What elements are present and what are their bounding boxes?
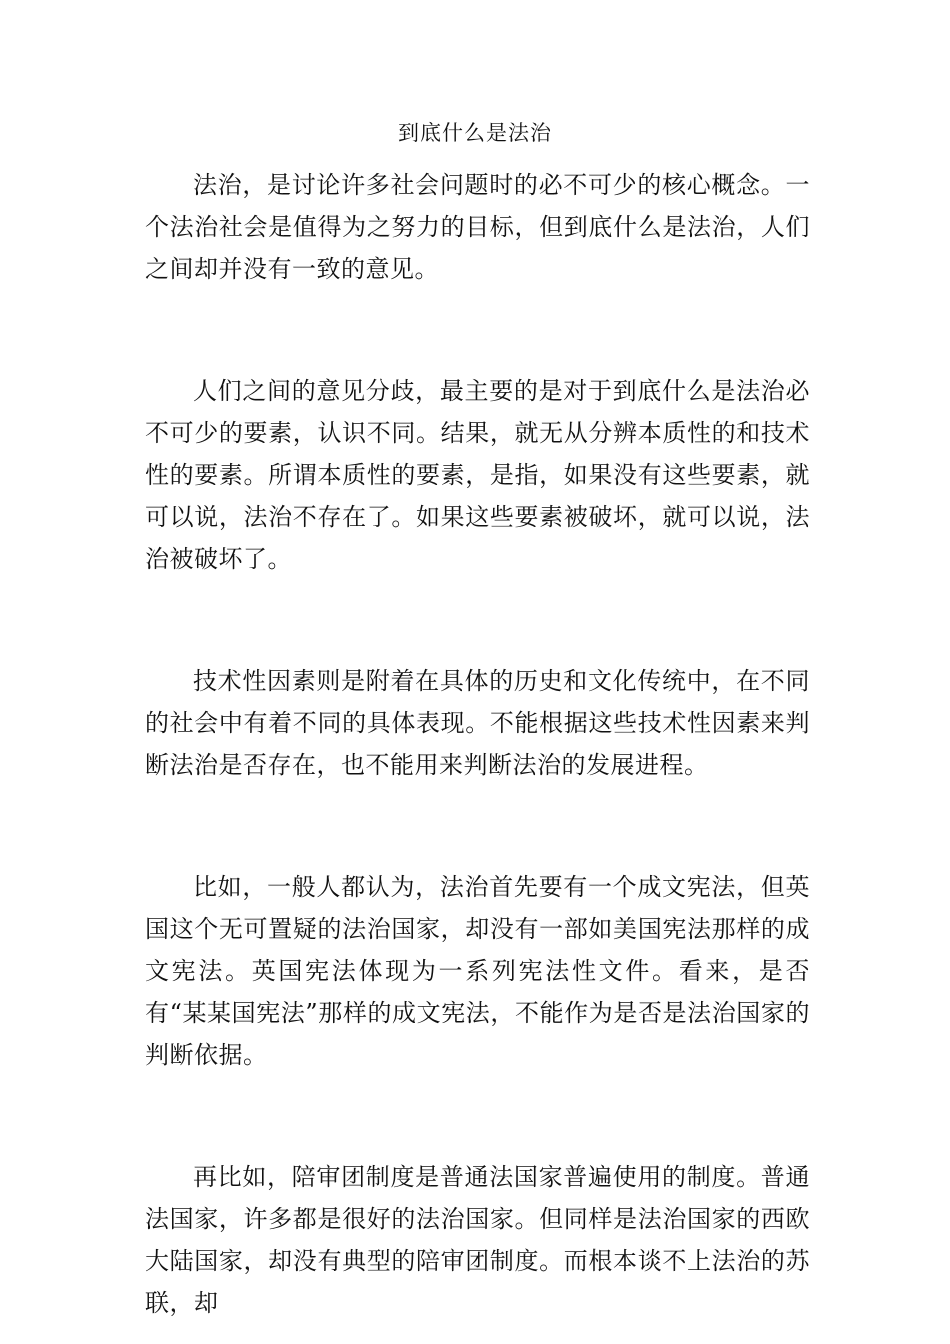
blank-line	[145, 1076, 810, 1156]
blank-line	[145, 580, 810, 660]
paragraph-5-text: 再比如，陪审团制度是普通法国家普遍使用的制度。普通法国家，许多都是很好的法治国家。但同样是法治国家的西欧大陆国家，却没有典型的陪审团制度。而根本谈不上法治的苏联，却	[145, 1163, 810, 1317]
paragraph-3-text: 技术性因素则是附着在具体的历史和文化传统中，在不同的社会中有着不同的具体表现。不能根据这些技术性因素来判断法治是否存在，也不能用来判断法治的发展进程。	[145, 667, 810, 779]
blank-line	[145, 786, 810, 866]
paragraph-2-text: 人们之间的意见分歧，最主要的是对于到底什么是法治必不可少的要素，认识不同。结果，就无从分辨本质性的和技术性的要素。所谓本质性的要素，是指，如果没有这些要素，就可以说，法治不存在了。如果这些要素被破坏，就可以说，法治被破坏了。	[145, 377, 810, 573]
paragraph-3	[145, 660, 810, 786]
paragraph-4-text: 比如，一般人都认为，法治首先要有一个成文宪法，但英国这个无可置疑的法治国家，却没有一部如美国宪法那样的成文宪法。英国宪法体现为一系列宪法性文件。看来，是否有“某某国宪法”那样的成文宪法，不能作为是否是法治国家的判断依据。	[145, 873, 810, 1069]
document-title	[0, 118, 950, 148]
document-body	[145, 164, 810, 1324]
blank-line	[145, 290, 810, 370]
paragraph-2	[145, 370, 810, 580]
title-text: 到底什么是法治	[398, 121, 552, 145]
paragraph-5	[145, 1156, 810, 1324]
paragraph-4	[145, 866, 810, 1076]
paragraph-1	[145, 164, 810, 290]
paragraph-1-text: 法治，是讨论许多社会问题时的必不可少的核心概念。一个法治社会是值得为之努力的目标，但到底什么是法治，人们之间却并没有一致的意见。	[145, 171, 810, 283]
